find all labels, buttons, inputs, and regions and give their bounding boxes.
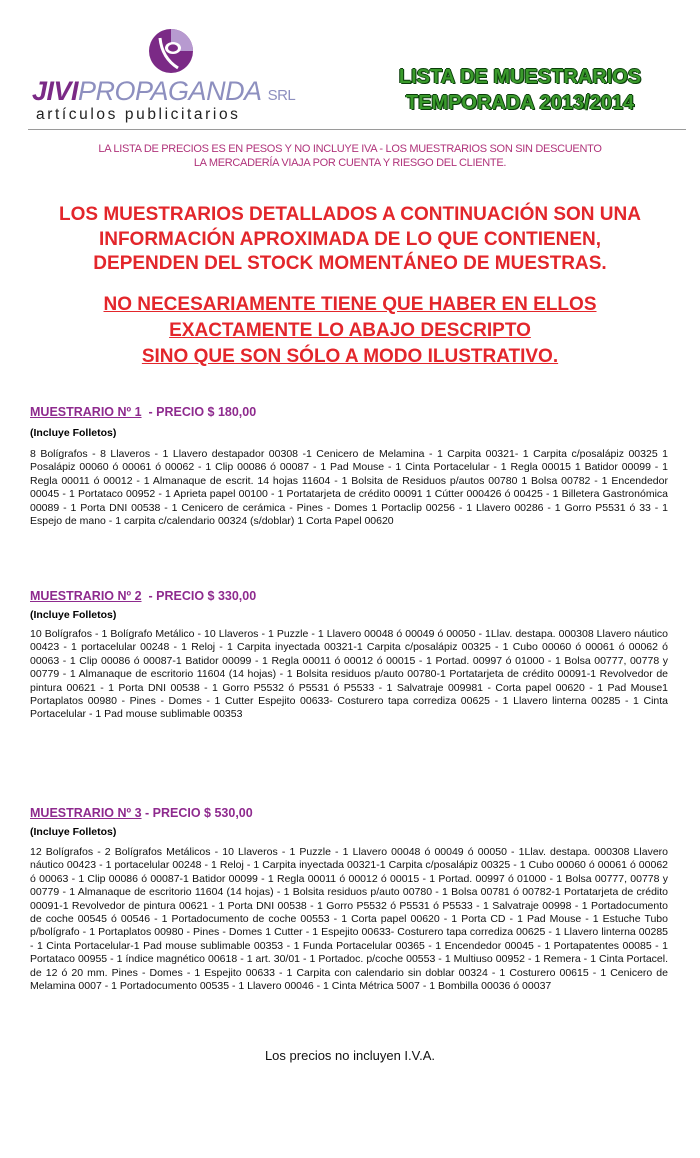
title-line-2: TEMPORADA 2013/2014 bbox=[405, 92, 635, 114]
section-2-contents: 10 Bolígrafos - 1 Bolígrafo Metálico - 10 Llaveros - 1 Puzzle - 1 Llavero 00048 ó 00049 ó 00050 - 1Llav. destapa. 000308 Llavero náutico 00423 - 1 portacelular 00248 - 1 Reloj - 1 Carpita inyectada 00321-1 Carpita c/posalápiz 00325 - 1 Cubo 00060 ó 00061 ó 00062 ó 00063 - 1 Clip 00086 ó 00087-1 Batidor 00099 - 1 Regla 00011 ó 00012 ó 00015 - 1 Portad. 00997 ó 01000 - 1 Bolsa 00777, 00778 y 00779 - 1 Almanaque de escritorio 11604 (14 hojas) - 1 Bolsita residuos p/auto 00780-1 Portatarjeta de crédito 00091-1 Revolvedor de pintura 00621 - 1 Porta DNI 00538 - 1 Gorro P5532 ó P5531 ó P5533 - 1 Salvatraje 009981 - Corta papel 00620 - 1 Pad Mouse1 Portaplatos 00980 - Pines - Domes - 1 Cutter Espejito 00633- Costurero tapa corrediza 00625 - 1 Llavero linterna 00285 - 1 Cinta Portacelular - 1 Pad mouse sublimable 00353 bbox=[30, 628, 668, 721]
brand-tagline: artículos publicitarios bbox=[36, 106, 241, 123]
footer-note: Los precios no incluyen I.V.A. bbox=[264, 1048, 436, 1063]
section-3-heading: MUESTRARIO Nº 3 - PRECIO $ 530,00 bbox=[30, 806, 253, 820]
section-3-contents: 12 Bolígrafos - 2 Bolígrafos Metálicos - 10 Llaveros - 1 Puzzle - 1 Llavero 00048 ó 00049 ó 00050 - 1Llav. destapa. 000308 Llavero náutico 00423 - 1 portacelular 00248 - 1 Reloj - 1 Carpita inyectada 00321-1 Carpita c/posalápiz 00325 - 1 Cubo 00060 ó 00061 ó 00062 ó 00063 - 1 Clip 00086 ó 00087-1 Batidor 00099 - 1 Regla 00011 ó 00012 ó 00015 - 1 Portad. 00997 ó 01000 - 1 Bolsa 00777, 00778 y 00779 - 1 Almanaque de escritorio 11604 (14 hojas) - 1 Bolsita residuos p/auto 00780 - 1 Bolsa 00781 ó 00782-1 Portatarjeta de crédito 00091-1 Revolvedor de pintura 00621 - 1 Porta DNI 00538 - 1 Gorro P5532 ó P5531 ó P5533 - 1 Salvatraje 00998 - 1 Portadocumento de coche 00545 ó 00546 - 1 Portadocumento de coche 00553 - 1 Corta papel 00620 - 1 Porta CD - 1 Pad Mouse - 1 Estuche Tubo p/bolígrafo - 1 Portaplatos 00980 - Pines - Domes 1 Cutter - 1 Espejito 00633- Costurero tapa corrediza 00625 - 1 Llavero linterna 00285 - 1 Cinta Portacelular-1 Pad mouse sublimable 00353 - 1 Funda Portacelular 00365 - 1 Encendedor 00045 - 1 Portapatentes 00085 - 1 Portataco 00955 - 1 índice magnético 00618 - 1 art. 30/01 - 1 Portadoc. p/coche 00553 - 1 Multiuso 00952 - 1 Remera - 1 Cinta Portacel. de 12 ó 20 mm. Pines - Domes - 1 Espejito 00633 - 1 Carpita con calendario sin doblar 00324 - 1 Costurero 00615 - 1 Cenicero de Melamina 0007 - 1 Portadocumento 00535 - 1 Llavero 00046 - 1 Cinta Métrica 5007 - 1 Bombilla 00036 ó 00037 bbox=[30, 846, 668, 993]
disclaimer-block: LOS MUESTRARIOS DETALLADOS A CONTINUACIÓN SON UNA INFORMACIÓN APROXIMADA DE LO QUE CONTIENEN, DEPENDEN DEL STOCK MOMENTÁNEO DE MUESTRAS. bbox=[59, 204, 641, 274]
section-1-heading: MUESTRARIO Nº 1 - PRECIO $ 180,00 bbox=[30, 405, 257, 419]
company-logo bbox=[30, 28, 330, 128]
title-line-1: LISTA DE MUESTRARIOS bbox=[398, 66, 642, 88]
logo-mark-icon bbox=[148, 28, 194, 74]
section-2-includes: (Incluye Folletos) bbox=[30, 609, 117, 621]
price-notice: LA LISTA DE PRECIOS ES EN PESOS Y NO INCLUYE IVA - LOS MUESTRARIOS SON SIN DESCUENTO LA MERCADERÍA VIAJA POR CUENTA Y RIESGO DEL CLIENTE. bbox=[98, 143, 602, 169]
section-3-includes: (Incluye Folletos) bbox=[30, 826, 117, 838]
page-title bbox=[360, 64, 680, 116]
section-1-includes: (Incluye Folletos) bbox=[30, 427, 117, 439]
header-divider bbox=[28, 129, 686, 130]
section-1-contents: 8 Bolígrafos - 8 Llaveros - 1 Llavero destapador 00308 -1 Cenicero de Melamina - 1 Carpita 00321- 1 Carpita c/posalápiz 00325 1 Posalápiz 00060 ó 00061 ó 00062 - 1 Clip 00086 ó 00087 - 1 Pad Mouse - 1 Cinta Portacelular - 1 Regla 00015 1 Batidor 00099 - 1 Regla 00011 ó 00012 - 1 Almanaque de escrit. 14 hojas 11604 - 1 Bolsita de Residuos p/autos 00780 1 Bolsa 00782 - 1 Encendedor 00045 - 1 Portataco 00952 - 1 Aprieta papel 00100 - 1 Portatarjeta de crédito 00091 1 Cútter 000426 ó 00425 - 1 Billetera Gastronómica 00089 - 1 Porta DNI 00538 - 1 Cenicero de cerámica - Pines - Domes 1 Portaclip 00256 - 1 Llavero 00286 - 1 Gorro P5531 ó 33 - 1 Espejo de mano - 1 carpita c/calendario 00324 (s/doblar) 1 Corta Papel 00620 bbox=[30, 448, 668, 528]
disclaimer-underlined: NO NECESARIAMENTE TIENE QUE HABER EN ELLOS EXACTAMENTE LO ABAJO DESCRIPTO SINO QUE SON SÓLO A MODO ILUSTRATIVO. bbox=[103, 294, 597, 367]
brand-name: JIVIPROPAGANDA SRL bbox=[32, 76, 296, 106]
section-2-heading: MUESTRARIO Nº 2 - PRECIO $ 330,00 bbox=[30, 589, 257, 603]
